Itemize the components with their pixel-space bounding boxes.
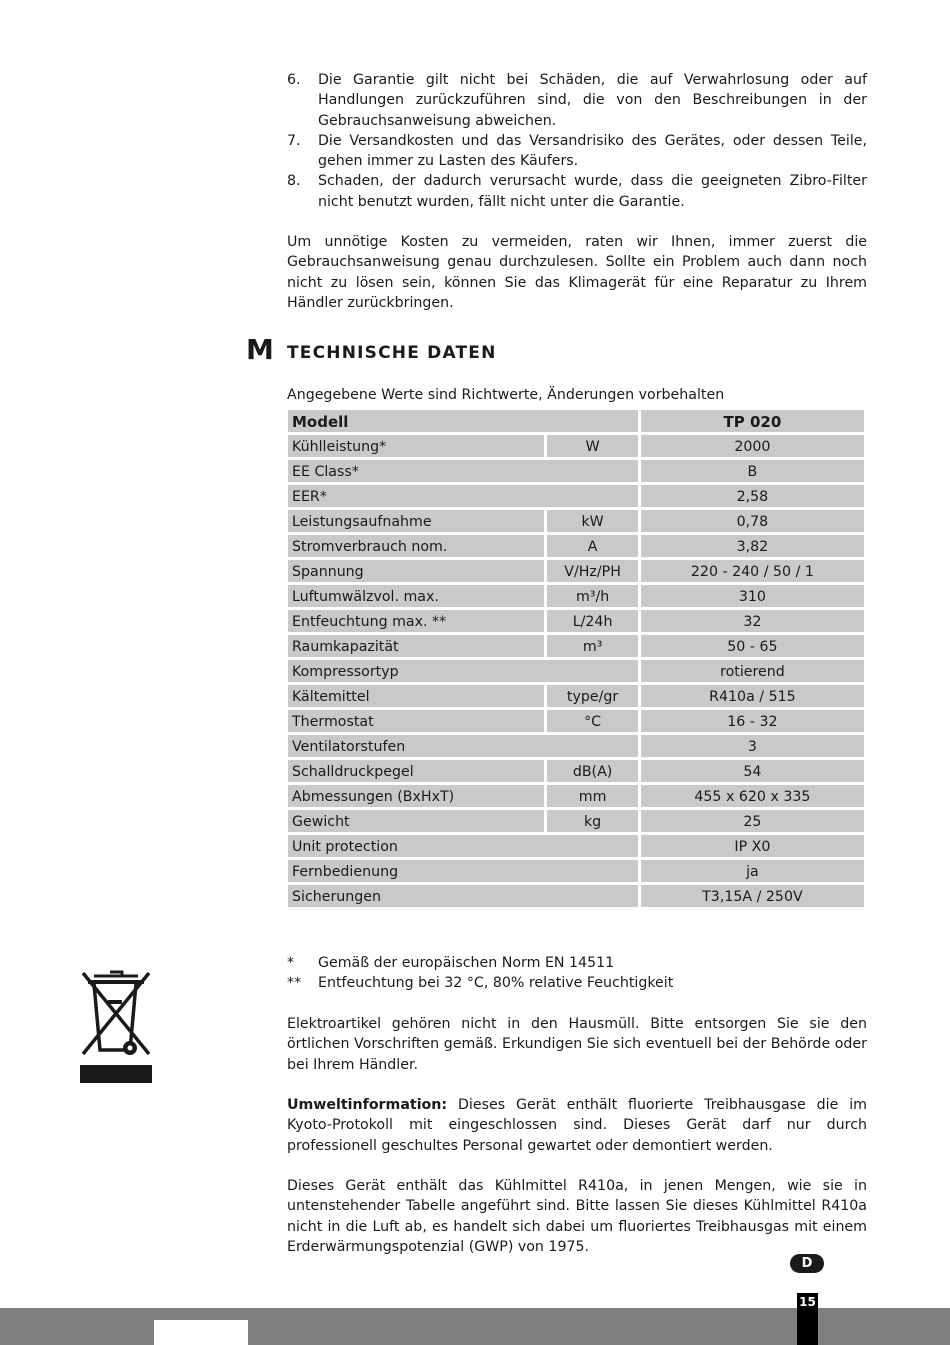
table-row (288, 810, 864, 832)
row-label: Raumkapazität (288, 635, 544, 657)
table-row (288, 760, 864, 782)
refrigerant-paragraph: Dieses Gerät enthält das Kühlmittel R410a, in jenen Mengen, wie sie in untenstehender Tabelle angeführt sind. Bitte lassen Sie dieses Kühlmittel R410a nicht in die Luft ab, es handelt sich dabei um fluoriertes Treibhausgas mit einem Erderwärmungspotenzial (GWP) von 1975. (287, 1178, 867, 1255)
row-label: Abmessungen (BxHxT) (288, 785, 544, 807)
list-item (287, 70, 867, 131)
row-value: T3,15A / 250V (641, 885, 864, 907)
header-label: Modell (288, 410, 638, 432)
row-value: 0,78 (641, 510, 864, 532)
header-model: TP 020 (641, 410, 864, 432)
row-value: 54 (641, 760, 864, 782)
row-label: Schalldruckpegel (288, 760, 544, 782)
table-row (288, 835, 864, 857)
list-number: 8. (287, 173, 301, 190)
table-row (288, 485, 864, 507)
table-row (288, 885, 864, 907)
table-note: Angegebene Werte sind Richtwerte, Änderungen vorbehalten (287, 387, 725, 403)
row-unit: °C (547, 710, 637, 732)
row-label: Gewicht (288, 810, 544, 832)
table-row (288, 435, 864, 457)
row-label: Unit protection (288, 835, 638, 857)
row-value: 16 - 32 (641, 710, 864, 732)
row-unit: type/gr (547, 685, 637, 707)
row-value: B (641, 460, 864, 482)
row-label: Luftumwälzvol. max. (288, 585, 544, 607)
row-value: rotierend (641, 660, 864, 682)
list-text: Die Garantie gilt nicht bei Schäden, die auf Verwahrlosung oder auf Handlungen zurückzuführen sind, die von den Beschreibungen in der Gebrauchsanweisung abweichen. (318, 72, 867, 129)
row-value: 2,58 (641, 485, 864, 507)
warranty-list (287, 70, 867, 212)
footnote-text: Gemäß der europäischen Norm EN 14511 (318, 955, 615, 971)
table-row (288, 510, 864, 532)
environment-text: Dieses Gerät enthält fluorierte Treibhausgase die im Kyoto-Protokoll mit eingeschlossen sind. Dieses Gerät darf nur durch professionell geschultes Personal gewartet oder demontiert werden. (287, 1097, 867, 1154)
table-row (288, 560, 864, 582)
footnote-text: Entfeuchtung bei 32 °C, 80% relative Feuchtigkeit (318, 975, 674, 992)
footnote (287, 973, 867, 993)
row-value: 455 x 620 x 335 (641, 785, 864, 807)
row-unit: V/Hz/PH (547, 560, 637, 582)
row-unit: kW (547, 510, 637, 532)
intro-paragraph: Um unnötige Kosten zu vermeiden, raten wir Ihnen, immer zuerst die Gebrauchsanweisung genau durchzulesen. Sollte ein Problem auch dann noch nicht zu lösen sein, können Sie das Klimagerät für eine Reparatur zu Ihrem Händler zurückbringen. (287, 234, 867, 311)
table-row (288, 635, 864, 657)
row-value: ja (641, 860, 864, 882)
disposal-paragraph: Elektroartikel gehören nicht in den Hausmüll. Bitte entsorgen Sie sie den örtlichen Vorschriften gemäß. Erkundigen Sie sich eventuell bei der Behörde oder bei Ihrem Händler. (287, 1016, 867, 1073)
row-value: IP X0 (641, 835, 864, 857)
table-row (288, 460, 864, 482)
row-label: Entfeuchtung max. ** (288, 610, 544, 632)
table-row (288, 710, 864, 732)
row-value: 3,82 (641, 535, 864, 557)
list-number: 6. (287, 72, 301, 88)
section-title: TECHNISCHE DATEN (287, 343, 497, 363)
row-unit: A (547, 535, 637, 557)
row-value: 310 (641, 585, 864, 607)
footnote-mark: ** (287, 975, 302, 992)
table-row (288, 860, 864, 882)
footnote (287, 953, 867, 973)
row-value: 3 (641, 735, 864, 757)
list-number: 7. (287, 132, 301, 149)
crossed-out-wheelie-bin-icon (80, 970, 152, 1083)
table-row (288, 535, 864, 557)
row-value: 32 (641, 610, 864, 632)
row-value: 2000 (641, 435, 864, 457)
row-unit: mm (547, 785, 637, 807)
table-row (288, 785, 864, 807)
table-row (288, 685, 864, 707)
list-text: Schaden, der dadurch verursacht wurde, dass die geeigneten Zibro-Filter nicht benutzt wurden, fällt nicht unter die Garantie. (318, 173, 867, 210)
row-unit: L/24h (547, 610, 637, 632)
environment-label: Umweltinformation: (287, 1097, 448, 1113)
row-label: Kühlleistung* (288, 435, 544, 457)
row-label: Kompressortyp (288, 660, 638, 682)
row-label: Leistungsaufnahme (288, 510, 544, 532)
page-number: 15 (797, 1293, 818, 1345)
row-label: Fernbedienung (288, 860, 638, 882)
section-letter: M (246, 333, 274, 366)
row-label: EER* (288, 485, 638, 507)
footnotes (287, 953, 867, 994)
row-value: 50 - 65 (641, 635, 864, 657)
row-label: Stromverbrauch nom. (288, 535, 544, 557)
environment-paragraph (287, 1095, 867, 1156)
row-value: 220 - 240 / 50 / 1 (641, 560, 864, 582)
row-label: Thermostat (288, 710, 544, 732)
row-label: Spannung (288, 560, 544, 582)
table-row (288, 610, 864, 632)
list-item (287, 171, 867, 212)
row-label: Ventilatorstufen (288, 735, 638, 757)
row-unit: m³/h (547, 585, 637, 607)
row-unit: kg (547, 810, 637, 832)
spec-table (285, 407, 867, 910)
row-label: Kältemittel (288, 685, 544, 707)
table-row (288, 585, 864, 607)
footer-block (154, 1320, 248, 1345)
language-badge: D (790, 1254, 824, 1273)
table-header-row (288, 410, 864, 432)
list-item (287, 131, 867, 172)
row-unit: m³ (547, 635, 637, 657)
row-unit: dB(A) (547, 760, 637, 782)
table-row (288, 660, 864, 682)
list-text: Die Versandkosten und das Versandrisiko des Gerätes, oder dessen Teile, gehen immer zu Lasten des Käufers. (318, 132, 867, 170)
row-unit: W (547, 435, 637, 457)
row-label: Sicherungen (288, 885, 638, 907)
table-row (288, 735, 864, 757)
footnote-mark: * (287, 955, 295, 971)
row-value: 25 (641, 810, 864, 832)
row-value: R410a / 515 (641, 685, 864, 707)
row-label: EE Class* (288, 460, 638, 482)
